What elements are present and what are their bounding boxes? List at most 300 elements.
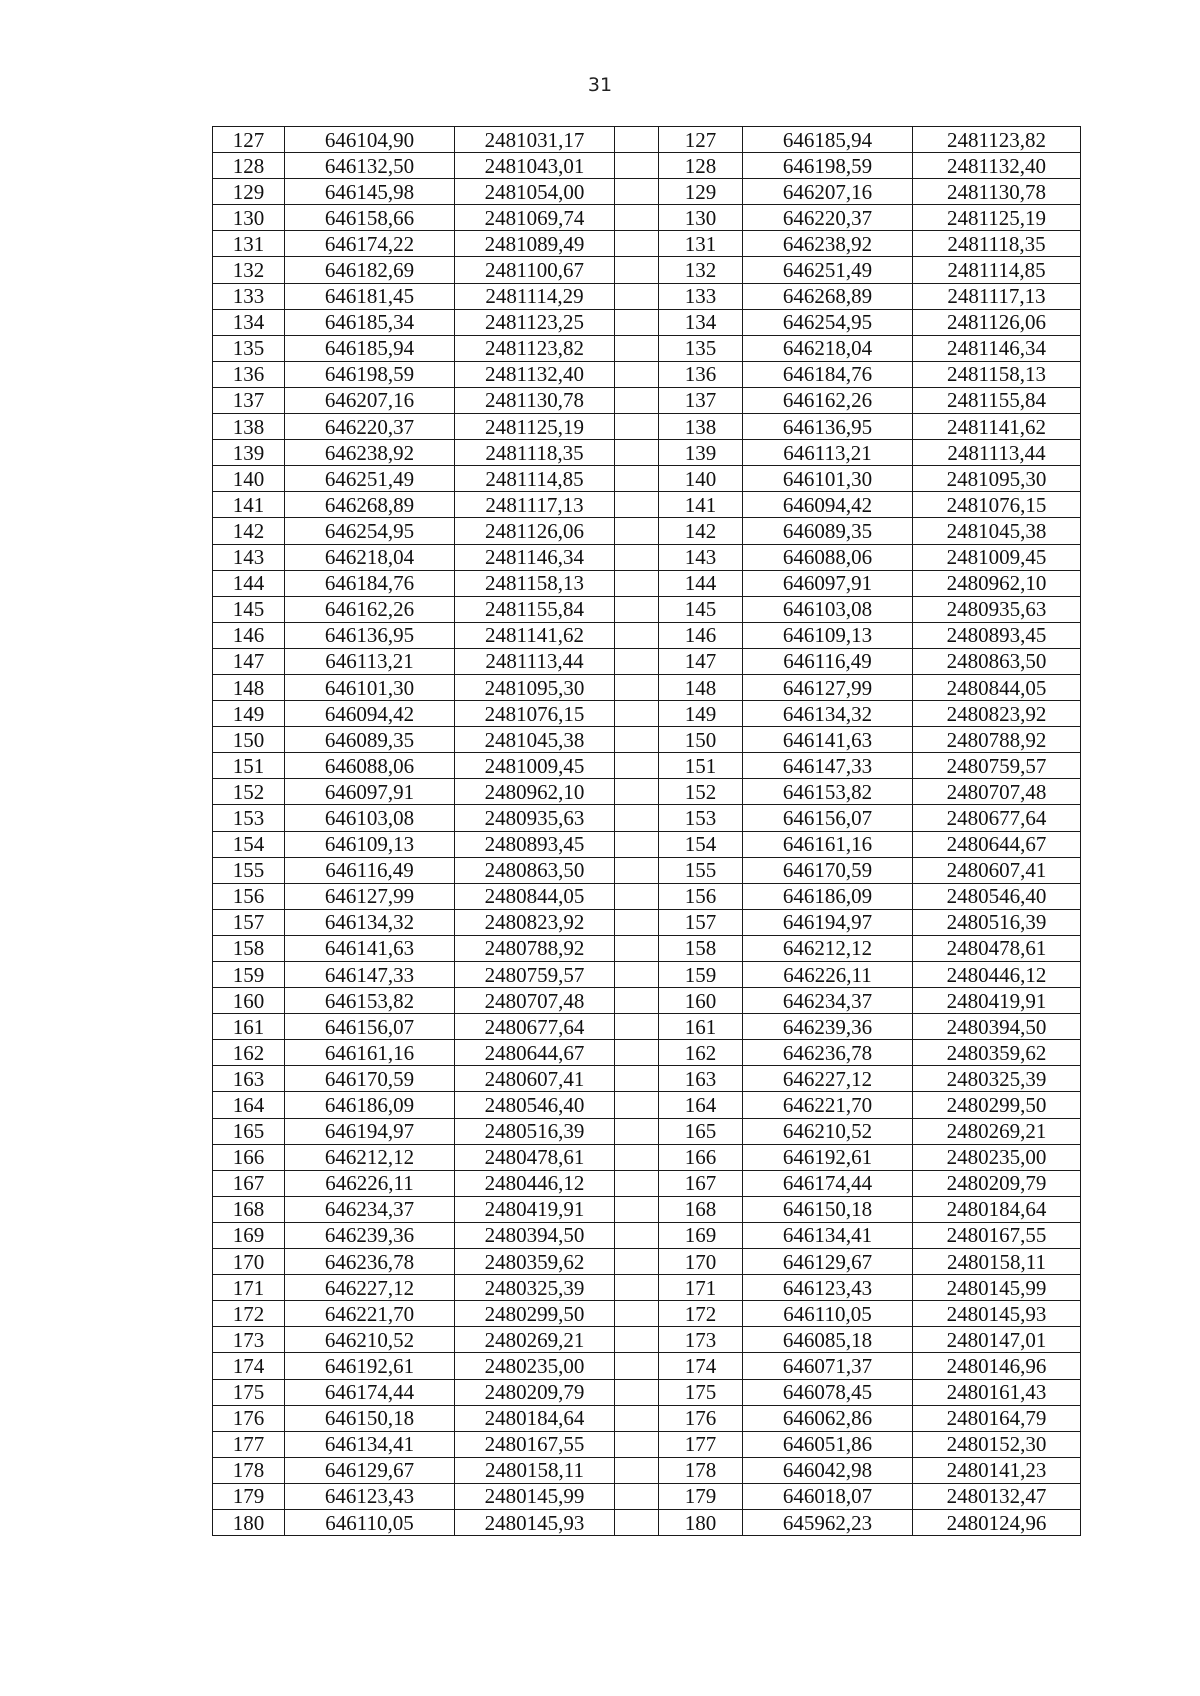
right-y-coordinate-cell: 2481132,40 xyxy=(913,153,1081,179)
left-x-coordinate-cell: 646088,06 xyxy=(285,753,455,779)
table-row xyxy=(213,518,1081,544)
right-y-coordinate-cell: 2480325,39 xyxy=(913,1066,1081,1092)
left-point-number-cell: 166 xyxy=(213,1144,285,1170)
separator-cell xyxy=(615,1275,659,1301)
left-x-coordinate-cell: 646210,52 xyxy=(285,1327,455,1353)
left-x-coordinate-cell: 646134,41 xyxy=(285,1431,455,1457)
right-y-coordinate-cell: 2480677,64 xyxy=(913,805,1081,831)
separator-cell xyxy=(615,1092,659,1118)
left-x-coordinate-cell: 646185,94 xyxy=(285,335,455,361)
separator-cell xyxy=(615,857,659,883)
right-y-coordinate-cell: 2481113,44 xyxy=(913,440,1081,466)
left-y-coordinate-cell: 2481009,45 xyxy=(455,753,615,779)
left-y-coordinate-cell: 2481118,35 xyxy=(455,440,615,466)
left-x-coordinate-cell: 646170,59 xyxy=(285,1066,455,1092)
table-row xyxy=(213,1353,1081,1379)
left-x-coordinate-cell: 646239,36 xyxy=(285,1222,455,1248)
right-y-coordinate-cell: 2480161,43 xyxy=(913,1379,1081,1405)
separator-cell xyxy=(615,1118,659,1144)
table-row xyxy=(213,153,1081,179)
right-y-coordinate-cell: 2481155,84 xyxy=(913,387,1081,413)
right-point-number-cell: 170 xyxy=(659,1249,743,1275)
table-row xyxy=(213,570,1081,596)
right-point-number-cell: 176 xyxy=(659,1405,743,1431)
table-row xyxy=(213,883,1081,909)
right-y-coordinate-cell: 2480299,50 xyxy=(913,1092,1081,1118)
right-point-number-cell: 129 xyxy=(659,179,743,205)
left-point-number-cell: 140 xyxy=(213,466,285,492)
left-y-coordinate-cell: 2481076,15 xyxy=(455,701,615,727)
left-y-coordinate-cell: 2480359,62 xyxy=(455,1249,615,1275)
right-y-coordinate-cell: 2481146,34 xyxy=(913,335,1081,361)
right-y-coordinate-cell: 2481126,06 xyxy=(913,309,1081,335)
left-point-number-cell: 137 xyxy=(213,387,285,413)
right-y-coordinate-cell: 2481141,62 xyxy=(913,414,1081,440)
left-y-coordinate-cell: 2480677,64 xyxy=(455,1014,615,1040)
table-row xyxy=(213,1092,1081,1118)
right-y-coordinate-cell: 2480478,61 xyxy=(913,935,1081,961)
right-y-coordinate-cell: 2480644,67 xyxy=(913,831,1081,857)
right-x-coordinate-cell: 646141,63 xyxy=(743,727,913,753)
left-x-coordinate-cell: 646103,08 xyxy=(285,805,455,831)
right-point-number-cell: 175 xyxy=(659,1379,743,1405)
left-y-coordinate-cell: 2481089,49 xyxy=(455,231,615,257)
right-x-coordinate-cell: 646134,32 xyxy=(743,701,913,727)
left-point-number-cell: 146 xyxy=(213,622,285,648)
left-point-number-cell: 171 xyxy=(213,1275,285,1301)
right-x-coordinate-cell: 646210,52 xyxy=(743,1118,913,1144)
right-point-number-cell: 149 xyxy=(659,701,743,727)
left-y-coordinate-cell: 2480235,00 xyxy=(455,1353,615,1379)
left-point-number-cell: 147 xyxy=(213,648,285,674)
right-x-coordinate-cell: 646251,49 xyxy=(743,257,913,283)
table-row xyxy=(213,988,1081,1014)
table-row xyxy=(213,283,1081,309)
right-x-coordinate-cell: 646194,97 xyxy=(743,909,913,935)
right-x-coordinate-cell: 646088,06 xyxy=(743,544,913,570)
right-y-coordinate-cell: 2480146,96 xyxy=(913,1353,1081,1379)
table-row xyxy=(213,701,1081,727)
right-x-coordinate-cell: 646236,78 xyxy=(743,1040,913,1066)
left-y-coordinate-cell: 2480145,93 xyxy=(455,1509,615,1535)
separator-cell xyxy=(615,909,659,935)
right-y-coordinate-cell: 2480164,79 xyxy=(913,1405,1081,1431)
separator-cell xyxy=(615,387,659,413)
right-point-number-cell: 135 xyxy=(659,335,743,361)
left-point-number-cell: 142 xyxy=(213,518,285,544)
left-x-coordinate-cell: 646185,34 xyxy=(285,309,455,335)
right-y-coordinate-cell: 2480235,00 xyxy=(913,1144,1081,1170)
separator-cell xyxy=(615,1301,659,1327)
separator-cell xyxy=(615,622,659,648)
table-row xyxy=(213,1066,1081,1092)
left-y-coordinate-cell: 2481117,13 xyxy=(455,492,615,518)
right-y-coordinate-cell: 2480419,91 xyxy=(913,988,1081,1014)
right-y-coordinate-cell: 2480184,64 xyxy=(913,1196,1081,1222)
table-row xyxy=(213,831,1081,857)
left-y-coordinate-cell: 2481114,85 xyxy=(455,466,615,492)
right-point-number-cell: 180 xyxy=(659,1509,743,1535)
right-x-coordinate-cell: 646103,08 xyxy=(743,596,913,622)
table-row xyxy=(213,622,1081,648)
left-y-coordinate-cell: 2480935,63 xyxy=(455,805,615,831)
left-point-number-cell: 162 xyxy=(213,1040,285,1066)
left-point-number-cell: 159 xyxy=(213,962,285,988)
table-row xyxy=(213,805,1081,831)
right-y-coordinate-cell: 2480124,96 xyxy=(913,1509,1081,1535)
left-point-number-cell: 165 xyxy=(213,1118,285,1144)
table-row xyxy=(213,440,1081,466)
right-y-coordinate-cell: 2480863,50 xyxy=(913,648,1081,674)
right-y-coordinate-cell: 2480359,62 xyxy=(913,1040,1081,1066)
table-row xyxy=(213,1509,1081,1535)
left-y-coordinate-cell: 2481043,01 xyxy=(455,153,615,179)
right-point-number-cell: 138 xyxy=(659,414,743,440)
right-x-coordinate-cell: 646186,09 xyxy=(743,883,913,909)
separator-cell xyxy=(615,727,659,753)
left-x-coordinate-cell: 646268,89 xyxy=(285,492,455,518)
left-point-number-cell: 180 xyxy=(213,1509,285,1535)
left-point-number-cell: 173 xyxy=(213,1327,285,1353)
right-y-coordinate-cell: 2481076,15 xyxy=(913,492,1081,518)
left-y-coordinate-cell: 2480145,99 xyxy=(455,1483,615,1509)
separator-cell xyxy=(615,335,659,361)
right-point-number-cell: 140 xyxy=(659,466,743,492)
right-x-coordinate-cell: 646110,05 xyxy=(743,1301,913,1327)
left-x-coordinate-cell: 646104,90 xyxy=(285,127,455,153)
table-row xyxy=(213,231,1081,257)
right-y-coordinate-cell: 2481158,13 xyxy=(913,361,1081,387)
right-y-coordinate-cell: 2480145,99 xyxy=(913,1275,1081,1301)
right-x-coordinate-cell: 646109,13 xyxy=(743,622,913,648)
left-y-coordinate-cell: 2481155,84 xyxy=(455,596,615,622)
right-x-coordinate-cell: 646239,36 xyxy=(743,1014,913,1040)
right-x-coordinate-cell: 646254,95 xyxy=(743,309,913,335)
right-x-coordinate-cell: 646207,16 xyxy=(743,179,913,205)
left-y-coordinate-cell: 2481130,78 xyxy=(455,387,615,413)
separator-cell xyxy=(615,883,659,909)
left-y-coordinate-cell: 2481069,74 xyxy=(455,205,615,231)
separator-cell xyxy=(615,257,659,283)
right-x-coordinate-cell: 646078,45 xyxy=(743,1379,913,1405)
table-row xyxy=(213,727,1081,753)
right-y-coordinate-cell: 2480167,55 xyxy=(913,1222,1081,1248)
right-point-number-cell: 154 xyxy=(659,831,743,857)
left-y-coordinate-cell: 2481045,38 xyxy=(455,727,615,753)
right-point-number-cell: 158 xyxy=(659,935,743,961)
left-x-coordinate-cell: 646158,66 xyxy=(285,205,455,231)
left-x-coordinate-cell: 646218,04 xyxy=(285,544,455,570)
left-point-number-cell: 133 xyxy=(213,283,285,309)
separator-cell xyxy=(615,179,659,205)
left-y-coordinate-cell: 2480788,92 xyxy=(455,935,615,961)
right-x-coordinate-cell: 646184,76 xyxy=(743,361,913,387)
left-x-coordinate-cell: 646181,45 xyxy=(285,283,455,309)
left-point-number-cell: 138 xyxy=(213,414,285,440)
right-y-coordinate-cell: 2481009,45 xyxy=(913,544,1081,570)
right-point-number-cell: 178 xyxy=(659,1457,743,1483)
left-y-coordinate-cell: 2480325,39 xyxy=(455,1275,615,1301)
table-row xyxy=(213,596,1081,622)
left-point-number-cell: 177 xyxy=(213,1431,285,1457)
right-x-coordinate-cell: 646170,59 xyxy=(743,857,913,883)
left-point-number-cell: 152 xyxy=(213,779,285,805)
right-x-coordinate-cell: 646221,70 xyxy=(743,1092,913,1118)
table-row xyxy=(213,674,1081,700)
left-point-number-cell: 156 xyxy=(213,883,285,909)
right-y-coordinate-cell: 2480788,92 xyxy=(913,727,1081,753)
separator-cell xyxy=(615,962,659,988)
table-row xyxy=(213,179,1081,205)
separator-cell xyxy=(615,1483,659,1509)
left-y-coordinate-cell: 2480269,21 xyxy=(455,1327,615,1353)
right-point-number-cell: 144 xyxy=(659,570,743,596)
separator-cell xyxy=(615,518,659,544)
left-y-coordinate-cell: 2481123,25 xyxy=(455,309,615,335)
left-x-coordinate-cell: 646123,43 xyxy=(285,1483,455,1509)
left-y-coordinate-cell: 2481054,00 xyxy=(455,179,615,205)
table-row xyxy=(213,309,1081,335)
separator-cell xyxy=(615,779,659,805)
right-y-coordinate-cell: 2481045,38 xyxy=(913,518,1081,544)
left-x-coordinate-cell: 646134,32 xyxy=(285,909,455,935)
table-row xyxy=(213,1249,1081,1275)
table-row xyxy=(213,361,1081,387)
table-row xyxy=(213,1483,1081,1509)
right-y-coordinate-cell: 2480158,11 xyxy=(913,1249,1081,1275)
right-x-coordinate-cell: 646094,42 xyxy=(743,492,913,518)
right-y-coordinate-cell: 2480446,12 xyxy=(913,962,1081,988)
left-point-number-cell: 172 xyxy=(213,1301,285,1327)
left-point-number-cell: 157 xyxy=(213,909,285,935)
right-y-coordinate-cell: 2480962,10 xyxy=(913,570,1081,596)
right-point-number-cell: 174 xyxy=(659,1353,743,1379)
separator-cell xyxy=(615,283,659,309)
left-y-coordinate-cell: 2480478,61 xyxy=(455,1144,615,1170)
table-row xyxy=(213,1431,1081,1457)
table-row xyxy=(213,1457,1081,1483)
left-y-coordinate-cell: 2480184,64 xyxy=(455,1405,615,1431)
right-point-number-cell: 127 xyxy=(659,127,743,153)
left-point-number-cell: 141 xyxy=(213,492,285,518)
right-point-number-cell: 168 xyxy=(659,1196,743,1222)
separator-cell xyxy=(615,753,659,779)
right-point-number-cell: 157 xyxy=(659,909,743,935)
left-x-coordinate-cell: 646162,26 xyxy=(285,596,455,622)
right-point-number-cell: 150 xyxy=(659,727,743,753)
left-x-coordinate-cell: 646132,50 xyxy=(285,153,455,179)
table-row xyxy=(213,466,1081,492)
right-point-number-cell: 128 xyxy=(659,153,743,179)
left-point-number-cell: 170 xyxy=(213,1249,285,1275)
table-row xyxy=(213,335,1081,361)
separator-cell xyxy=(615,544,659,570)
right-y-coordinate-cell: 2480844,05 xyxy=(913,674,1081,700)
separator-cell xyxy=(615,1040,659,1066)
left-y-coordinate-cell: 2480446,12 xyxy=(455,1170,615,1196)
left-point-number-cell: 148 xyxy=(213,674,285,700)
left-x-coordinate-cell: 646212,12 xyxy=(285,1144,455,1170)
right-point-number-cell: 131 xyxy=(659,231,743,257)
left-y-coordinate-cell: 2480394,50 xyxy=(455,1222,615,1248)
left-point-number-cell: 154 xyxy=(213,831,285,857)
table-row xyxy=(213,779,1081,805)
left-x-coordinate-cell: 646221,70 xyxy=(285,1301,455,1327)
left-x-coordinate-cell: 646129,67 xyxy=(285,1457,455,1483)
right-point-number-cell: 161 xyxy=(659,1014,743,1040)
right-y-coordinate-cell: 2480132,47 xyxy=(913,1483,1081,1509)
separator-cell xyxy=(615,648,659,674)
left-y-coordinate-cell: 2480299,50 xyxy=(455,1301,615,1327)
right-point-number-cell: 152 xyxy=(659,779,743,805)
left-x-coordinate-cell: 646226,11 xyxy=(285,1170,455,1196)
left-x-coordinate-cell: 646161,16 xyxy=(285,1040,455,1066)
separator-cell xyxy=(615,153,659,179)
right-point-number-cell: 171 xyxy=(659,1275,743,1301)
left-x-coordinate-cell: 646234,37 xyxy=(285,1196,455,1222)
page-number: 31 xyxy=(587,74,613,96)
left-point-number-cell: 139 xyxy=(213,440,285,466)
separator-cell xyxy=(615,1170,659,1196)
separator-cell xyxy=(615,1431,659,1457)
left-point-number-cell: 144 xyxy=(213,570,285,596)
right-point-number-cell: 142 xyxy=(659,518,743,544)
left-point-number-cell: 161 xyxy=(213,1014,285,1040)
left-x-coordinate-cell: 646147,33 xyxy=(285,962,455,988)
right-x-coordinate-cell: 646156,07 xyxy=(743,805,913,831)
left-x-coordinate-cell: 646136,95 xyxy=(285,622,455,648)
table-row xyxy=(213,1327,1081,1353)
table-row xyxy=(213,492,1081,518)
separator-cell xyxy=(615,466,659,492)
left-point-number-cell: 155 xyxy=(213,857,285,883)
right-point-number-cell: 164 xyxy=(659,1092,743,1118)
right-point-number-cell: 162 xyxy=(659,1040,743,1066)
right-point-number-cell: 153 xyxy=(659,805,743,831)
table-row xyxy=(213,1301,1081,1327)
right-point-number-cell: 155 xyxy=(659,857,743,883)
table-row xyxy=(213,205,1081,231)
left-y-coordinate-cell: 2481146,34 xyxy=(455,544,615,570)
right-point-number-cell: 133 xyxy=(659,283,743,309)
left-x-coordinate-cell: 646156,07 xyxy=(285,1014,455,1040)
left-x-coordinate-cell: 646109,13 xyxy=(285,831,455,857)
separator-cell xyxy=(615,1379,659,1405)
right-x-coordinate-cell: 646212,12 xyxy=(743,935,913,961)
right-x-coordinate-cell: 646062,86 xyxy=(743,1405,913,1431)
left-point-number-cell: 127 xyxy=(213,127,285,153)
right-y-coordinate-cell: 2481095,30 xyxy=(913,466,1081,492)
right-point-number-cell: 179 xyxy=(659,1483,743,1509)
separator-cell xyxy=(615,309,659,335)
left-y-coordinate-cell: 2480209,79 xyxy=(455,1379,615,1405)
right-point-number-cell: 148 xyxy=(659,674,743,700)
right-point-number-cell: 166 xyxy=(659,1144,743,1170)
separator-cell xyxy=(615,674,659,700)
table-row xyxy=(213,962,1081,988)
right-x-coordinate-cell: 646220,37 xyxy=(743,205,913,231)
left-point-number-cell: 150 xyxy=(213,727,285,753)
left-x-coordinate-cell: 646113,21 xyxy=(285,648,455,674)
table-row xyxy=(213,387,1081,413)
coordinates-table-body xyxy=(213,127,1081,1536)
right-point-number-cell: 169 xyxy=(659,1222,743,1248)
left-point-number-cell: 153 xyxy=(213,805,285,831)
right-point-number-cell: 163 xyxy=(659,1066,743,1092)
table-row xyxy=(213,1118,1081,1144)
left-y-coordinate-cell: 2480759,57 xyxy=(455,962,615,988)
left-x-coordinate-cell: 646220,37 xyxy=(285,414,455,440)
right-x-coordinate-cell: 646227,12 xyxy=(743,1066,913,1092)
left-point-number-cell: 178 xyxy=(213,1457,285,1483)
left-x-coordinate-cell: 646207,16 xyxy=(285,387,455,413)
left-point-number-cell: 175 xyxy=(213,1379,285,1405)
left-point-number-cell: 174 xyxy=(213,1353,285,1379)
left-point-number-cell: 158 xyxy=(213,935,285,961)
left-y-coordinate-cell: 2480167,55 xyxy=(455,1431,615,1457)
left-y-coordinate-cell: 2481123,82 xyxy=(455,335,615,361)
right-x-coordinate-cell: 646134,41 xyxy=(743,1222,913,1248)
right-point-number-cell: 134 xyxy=(659,309,743,335)
left-point-number-cell: 169 xyxy=(213,1222,285,1248)
left-x-coordinate-cell: 646182,69 xyxy=(285,257,455,283)
left-y-coordinate-cell: 2481141,62 xyxy=(455,622,615,648)
left-point-number-cell: 163 xyxy=(213,1066,285,1092)
right-x-coordinate-cell: 646018,07 xyxy=(743,1483,913,1509)
left-y-coordinate-cell: 2480607,41 xyxy=(455,1066,615,1092)
separator-cell xyxy=(615,1196,659,1222)
right-y-coordinate-cell: 2480147,01 xyxy=(913,1327,1081,1353)
right-x-coordinate-cell: 646198,59 xyxy=(743,153,913,179)
left-x-coordinate-cell: 646094,42 xyxy=(285,701,455,727)
left-y-coordinate-cell: 2481031,17 xyxy=(455,127,615,153)
left-y-coordinate-cell: 2481100,67 xyxy=(455,257,615,283)
right-x-coordinate-cell: 646234,37 xyxy=(743,988,913,1014)
left-y-coordinate-cell: 2480158,11 xyxy=(455,1457,615,1483)
left-point-number-cell: 167 xyxy=(213,1170,285,1196)
left-point-number-cell: 145 xyxy=(213,596,285,622)
left-x-coordinate-cell: 646254,95 xyxy=(285,518,455,544)
left-x-coordinate-cell: 646110,05 xyxy=(285,1509,455,1535)
separator-cell xyxy=(615,205,659,231)
right-point-number-cell: 141 xyxy=(659,492,743,518)
separator-cell xyxy=(615,361,659,387)
left-point-number-cell: 134 xyxy=(213,309,285,335)
separator-cell xyxy=(615,440,659,466)
separator-cell xyxy=(615,1066,659,1092)
table-row xyxy=(213,1144,1081,1170)
table-row xyxy=(213,257,1081,283)
left-y-coordinate-cell: 2480863,50 xyxy=(455,857,615,883)
right-y-coordinate-cell: 2481114,85 xyxy=(913,257,1081,283)
right-y-coordinate-cell: 2480269,21 xyxy=(913,1118,1081,1144)
left-y-coordinate-cell: 2480516,39 xyxy=(455,1118,615,1144)
right-y-coordinate-cell: 2481118,35 xyxy=(913,231,1081,257)
right-x-coordinate-cell: 646174,44 xyxy=(743,1170,913,1196)
right-x-coordinate-cell: 646150,18 xyxy=(743,1196,913,1222)
left-x-coordinate-cell: 646198,59 xyxy=(285,361,455,387)
left-y-coordinate-cell: 2480844,05 xyxy=(455,883,615,909)
left-point-number-cell: 151 xyxy=(213,753,285,779)
left-y-coordinate-cell: 2481126,06 xyxy=(455,518,615,544)
right-y-coordinate-cell: 2480209,79 xyxy=(913,1170,1081,1196)
right-x-coordinate-cell: 646101,30 xyxy=(743,466,913,492)
table-row xyxy=(213,544,1081,570)
right-y-coordinate-cell: 2481125,19 xyxy=(913,205,1081,231)
right-y-coordinate-cell: 2480893,45 xyxy=(913,622,1081,648)
right-point-number-cell: 137 xyxy=(659,387,743,413)
left-x-coordinate-cell: 646127,99 xyxy=(285,883,455,909)
